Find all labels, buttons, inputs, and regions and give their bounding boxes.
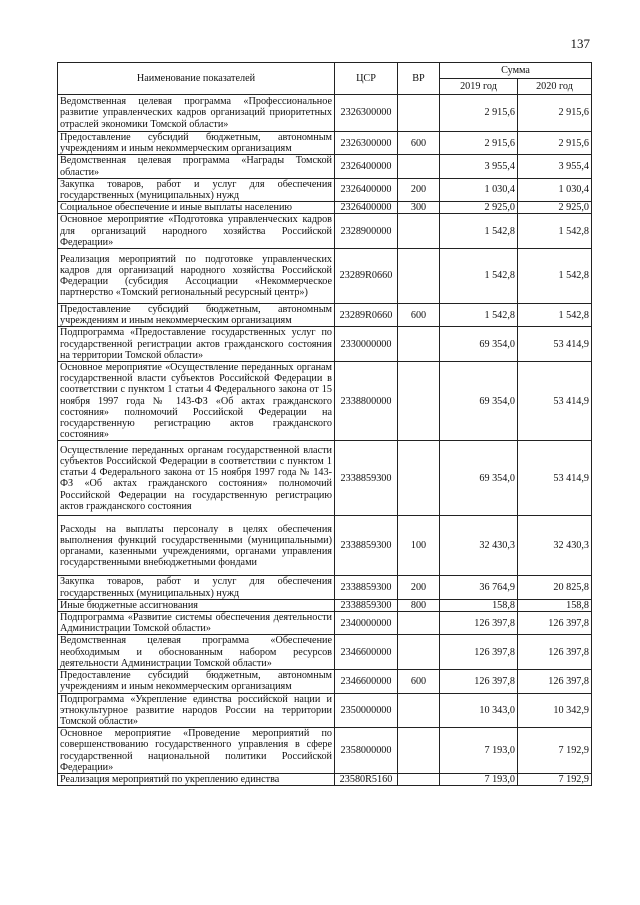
row-name: Предоставление субсидий бюджетным, автономным учреждениям и иным некоммерческим организациям [58,304,335,327]
row-name: Подпрограмма «Укрепление единства российской нации и этнокультурное развитие народов России на территории Томской области» [58,693,335,728]
header-csr: ЦСР [335,63,398,95]
row-vr [398,612,440,635]
row-vr [398,327,440,362]
row-vr [398,635,440,670]
row-2019: 3 955,4 [440,155,518,178]
table-row [58,516,592,576]
row-csr: 2326300000 [335,132,398,155]
row-csr: 2346600000 [335,670,398,693]
row-name: Реализация мероприятий по подготовке управленческих кадров для организаций народного хозяйства Российской Федерации (субсидия Ассоциации «Некоммерческое партнерство «Томский региональный ресурсный центр») [58,249,335,304]
row-csr: 2346600000 [335,635,398,670]
row-name: Предоставление субсидий бюджетным, автономным учреждениям и иным некоммерческим организациям [58,670,335,693]
row-2020: 53 414,9 [518,441,592,516]
row-csr: 2338859300 [335,576,398,599]
row-2019: 69 354,0 [440,327,518,362]
row-2019: 36 764,9 [440,576,518,599]
row-csr: 2338859300 [335,441,398,516]
row-name: Расходы на выплаты персоналу в целях обеспечения выполнения функций государственными (муниципальными) органами, казенными учреждениями, органами управления государственными внебюджетными фондами [58,516,335,576]
header-row [58,63,592,79]
row-2019: 158,8 [440,599,518,611]
table-row [58,612,592,635]
row-csr: 2326400000 [335,202,398,214]
table-body [58,95,592,786]
budget-table [57,62,592,786]
row-2020: 10 342,9 [518,693,592,728]
row-csr: 2330000000 [335,327,398,362]
row-2019: 7 193,0 [440,773,518,785]
table-row [58,132,592,155]
row-vr [398,693,440,728]
row-name: Закупка товаров, работ и услуг для обеспечения государственных (муниципальных) нужд [58,576,335,599]
row-vr [398,362,440,441]
row-name: Осуществление переданных органам государственной власти субъектов Российской Федерации в соответствии с пунктом 1 статьи 4 Федерального закона от 15 ноября 1997 года № 143-ФЗ «Об актах гражданского состояния» полномочий Российской Федерации на государственную регистрацию актов гражданского состояния [58,441,335,516]
row-vr [398,155,440,178]
row-2019: 126 397,8 [440,670,518,693]
row-2019: 126 397,8 [440,635,518,670]
row-2020: 7 192,9 [518,773,592,785]
row-vr: 600 [398,304,440,327]
row-name: Закупка товаров, работ и услуг для обеспечения государственных (муниципальных) нужд [58,178,335,201]
row-2019: 69 354,0 [440,362,518,441]
row-2019: 1 030,4 [440,178,518,201]
row-2020: 53 414,9 [518,362,592,441]
row-name: Основное мероприятие «Осуществление переданных органам государственной власти субъектов Российской Федерации в соответствии с пунктом 1 статьи 4 Федерального закона от 15 ноября 1997 года № 143-ФЗ «Об актах гражданского состояния» полномочий Российской Федерации на государственную регистрацию актов гражданского состояния» [58,362,335,441]
row-2019: 2 915,6 [440,95,518,132]
row-name: Подпрограмма «Развитие системы обеспечения деятельности Администрации Томской области» [58,612,335,635]
row-2020: 2 925,0 [518,202,592,214]
row-csr: 2326400000 [335,178,398,201]
row-csr: 2326300000 [335,95,398,132]
row-vr: 100 [398,516,440,576]
row-name: Подпрограмма «Предоставление государственных услуг по государственной регистрации актов гражданского состояния на территории Томской области» [58,327,335,362]
row-vr [398,728,440,774]
row-2020: 126 397,8 [518,635,592,670]
row-csr: 2338859300 [335,599,398,611]
header-name: Наименование показателей [58,63,335,95]
row-2019: 32 430,3 [440,516,518,576]
row-csr: 2338800000 [335,362,398,441]
row-2019: 1 542,8 [440,214,518,249]
row-2019: 2 925,0 [440,202,518,214]
row-2020: 1 542,8 [518,249,592,304]
row-name: Ведомственная целевая программа «Обеспечение необходимым и обоснованным набором ресурсов деятельности Администрации Томской области» [58,635,335,670]
row-2020: 32 430,3 [518,516,592,576]
row-csr: 2340000000 [335,612,398,635]
row-2020: 7 192,9 [518,728,592,774]
table-row [58,95,592,132]
table-row [58,599,592,611]
header-2019: 2019 год [440,79,518,95]
row-name: Реализация мероприятий по укреплению единства [58,773,335,785]
row-2019: 10 343,0 [440,693,518,728]
row-csr: 23289R0660 [335,304,398,327]
table-row [58,728,592,774]
row-vr [398,773,440,785]
row-2020: 2 915,6 [518,132,592,155]
row-name: Ведомственная целевая программа «Награды Томской области» [58,155,335,178]
table-row [58,693,592,728]
row-csr: 2338859300 [335,516,398,576]
row-2020: 1 030,4 [518,178,592,201]
row-2020: 53 414,9 [518,327,592,362]
row-2020: 1 542,8 [518,304,592,327]
row-2020: 126 397,8 [518,612,592,635]
row-2020: 2 915,6 [518,95,592,132]
table-row [58,635,592,670]
row-name: Социальное обеспечение и иные выплаты населению [58,202,335,214]
row-name: Основное мероприятие «Подготовка управленческих кадров для организаций народного хозяйства Российской Федерации» [58,214,335,249]
row-name: Ведомственная целевая программа «Профессиональное развитие управленческих кадров организаций приоритетных отраслей экономики Томской области» [58,95,335,132]
row-name: Основное мероприятие «Проведение мероприятий по совершенствованию государственного управления в сфере государственной национальной политики Российской Федерации» [58,728,335,774]
row-2020: 3 955,4 [518,155,592,178]
row-2020: 126 397,8 [518,670,592,693]
table-row [58,576,592,599]
table-row [58,327,592,362]
row-vr: 300 [398,202,440,214]
header-vr: ВР [398,63,440,95]
row-vr [398,441,440,516]
row-vr [398,95,440,132]
row-vr: 200 [398,178,440,201]
row-vr: 200 [398,576,440,599]
table-row [58,773,592,785]
row-name: Иные бюджетные ассигнования [58,599,335,611]
row-2019: 7 193,0 [440,728,518,774]
row-vr: 800 [398,599,440,611]
row-csr: 2358000000 [335,728,398,774]
table-row [58,214,592,249]
header-sum: Сумма [440,63,592,79]
page-number: 137 [570,36,590,51]
row-2019: 2 915,6 [440,132,518,155]
row-vr [398,249,440,304]
row-csr: 2328900000 [335,214,398,249]
table-row [58,249,592,304]
row-csr: 23580R5160 [335,773,398,785]
table-row [58,362,592,441]
row-csr: 2326400000 [335,155,398,178]
table-row [58,178,592,201]
header-2020: 2020 год [518,79,592,95]
row-csr: 23289R0660 [335,249,398,304]
row-2020: 1 542,8 [518,214,592,249]
row-2019: 1 542,8 [440,249,518,304]
row-csr: 2350000000 [335,693,398,728]
row-vr: 600 [398,670,440,693]
table-row [58,441,592,516]
row-vr: 600 [398,132,440,155]
table-row [58,155,592,178]
row-vr [398,214,440,249]
table-row [58,670,592,693]
row-2020: 20 825,8 [518,576,592,599]
row-2019: 69 354,0 [440,441,518,516]
table-row [58,202,592,214]
row-2020: 158,8 [518,599,592,611]
row-name: Предоставление субсидий бюджетным, автономным учреждениям и иным некоммерческим организациям [58,132,335,155]
row-2019: 1 542,8 [440,304,518,327]
row-2019: 126 397,8 [440,612,518,635]
table-row [58,304,592,327]
